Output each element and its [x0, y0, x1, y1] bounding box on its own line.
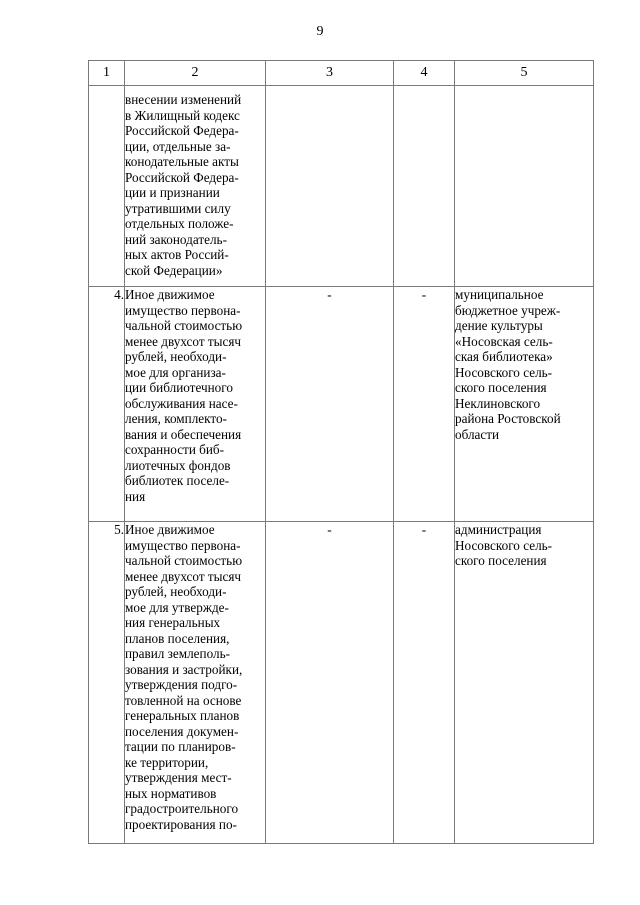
text-line: отдельных положе- — [125, 216, 234, 231]
text-line: Иное движимое — [125, 287, 215, 302]
column-number-2: 2 — [125, 61, 266, 86]
text-line: менее двухсот тысяч — [125, 333, 242, 349]
column-4-value: - — [394, 522, 455, 844]
text-line: ской Федерации» — [125, 262, 223, 278]
text-line: бюджетное учреж- — [455, 302, 561, 318]
text-line: Иное движимое — [125, 522, 215, 537]
text-line: Российской Федера- — [125, 169, 239, 185]
text-line: имущество первона- — [125, 537, 241, 553]
text-line: вания и обеспечения — [125, 426, 242, 442]
text-line: зования и застройки, — [125, 661, 243, 677]
column-number-1: 1 — [89, 61, 125, 86]
text-line: товленной на основе — [125, 692, 242, 708]
column-3-value: - — [266, 287, 394, 522]
text-line: конодательные акты — [125, 154, 239, 169]
text-line: утратившими силу — [125, 200, 231, 216]
text-line: ных актов Россий- — [125, 247, 229, 262]
text-line: дение культуры — [455, 318, 543, 333]
text-line: ний законодатель- — [125, 231, 227, 247]
text-line: градостроительного — [125, 801, 239, 816]
text-line: администрация — [455, 522, 542, 537]
column-number-5: 5 — [455, 61, 594, 86]
text-line: «Носовская сель- — [455, 333, 553, 349]
owner-organization — [455, 86, 594, 287]
text-line: менее двухсот тысяч — [125, 568, 242, 584]
text-line: Российской Федера- — [125, 123, 239, 138]
text-line: имущество первона- — [125, 302, 241, 318]
row-number: 5. — [89, 522, 125, 844]
property-table — [88, 60, 594, 844]
owner-organization — [455, 287, 594, 522]
row-number — [89, 86, 125, 287]
text-line: ния генеральных — [125, 615, 221, 630]
text-line: проектирования по- — [125, 816, 237, 832]
text-line: района Ростовской — [455, 411, 561, 426]
text-line: ления, комплекто- — [125, 411, 227, 426]
table-row — [89, 86, 594, 287]
text-line: области — [455, 426, 500, 442]
text-line: рублей, необходи- — [125, 584, 227, 599]
text-line: ции и признании — [125, 185, 220, 200]
text-line: ных нормативов — [125, 785, 217, 801]
row-number: 4. — [89, 287, 125, 522]
text-line: библиотек поселе- — [125, 473, 230, 488]
text-line: ции библиотечного — [125, 380, 233, 395]
text-line: обслуживания насе- — [125, 395, 238, 411]
text-line: внесении изменений — [125, 92, 242, 107]
text-line: сохранности биб- — [125, 442, 225, 457]
column-number-4: 4 — [394, 61, 455, 86]
text-line: ции, отдельные за- — [125, 138, 231, 154]
text-line: ская библиотека» — [455, 349, 553, 364]
text-line: муниципальное — [455, 287, 544, 302]
text-line: ского поселения — [455, 553, 547, 568]
column-3-value: - — [266, 522, 394, 844]
text-line: утверждения подго- — [125, 677, 238, 692]
text-line: Неклиновского — [455, 395, 541, 411]
text-line: чальной стоимостью — [125, 318, 243, 333]
text-line: тации по планиров- — [125, 739, 236, 754]
column-4-value: - — [394, 287, 455, 522]
text-line: мое для организа- — [125, 364, 226, 380]
column-3-value — [266, 86, 394, 287]
text-line: мое для утвержде- — [125, 599, 229, 615]
text-line: правил землеполь- — [125, 646, 230, 661]
text-line: генеральных планов — [125, 708, 240, 723]
owner-organization — [455, 522, 594, 844]
text-line: Носовского сель- — [455, 364, 553, 380]
text-line: планов поселения, — [125, 630, 230, 646]
text-line: ского поселения — [455, 380, 547, 395]
text-line: поселения докумен- — [125, 723, 239, 739]
property-description — [125, 522, 266, 844]
column-number-3: 3 — [266, 61, 394, 86]
text-line: чальной стоимостью — [125, 553, 243, 568]
text-line: в Жилищный кодекс — [125, 107, 240, 123]
text-line: утверждения мест- — [125, 770, 232, 785]
table-row — [89, 522, 594, 844]
table-header-row — [89, 61, 594, 86]
text-line: ке территории, — [125, 754, 209, 770]
property-description — [125, 287, 266, 522]
page-number: 9 — [316, 24, 324, 39]
property-description — [125, 86, 266, 287]
text-line: рублей, необходи- — [125, 349, 227, 364]
text-line: лиотечных фондов — [125, 457, 231, 473]
column-4-value — [394, 86, 455, 287]
text-line: Носовского сель- — [455, 537, 553, 553]
text-line: ния — [125, 488, 146, 504]
table-row — [89, 287, 594, 522]
